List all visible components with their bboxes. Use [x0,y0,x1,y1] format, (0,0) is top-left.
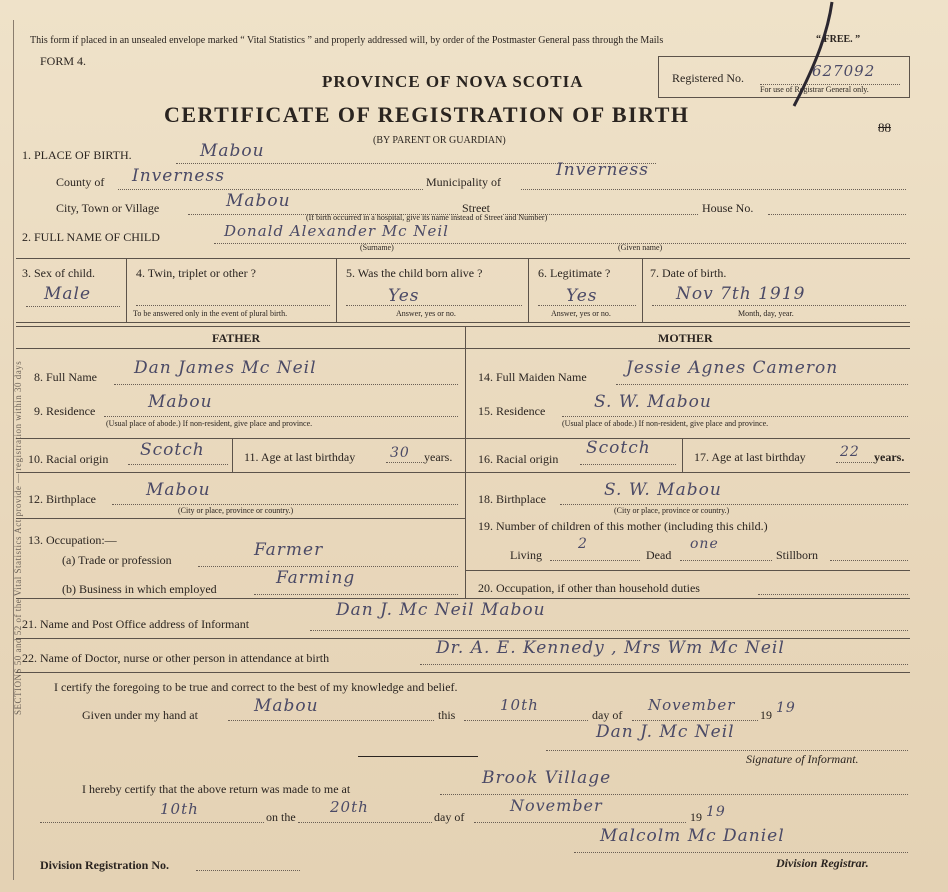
mother-birthplace-value: S. W. Mabou [604,480,722,500]
mother-name-value: Jessie Agnes Cameron [626,358,839,378]
registrar-day-value: 20th [330,798,369,816]
left-margin-line [13,20,14,880]
city-label: City, Town or Village [56,201,160,215]
city-value: Mabou [226,191,291,211]
registered-label: Registered No. [672,71,744,85]
mother-residence-value: S. W. Mabou [594,392,712,412]
father-residence-value: Mabou [148,392,213,412]
father-birthplace-value: Mabou [146,480,211,500]
mother-occupation-label: 20. Occupation, if other than household duties [478,581,700,595]
stillborn-label: Stillborn [776,548,819,562]
given-place-value: Mabou [254,696,319,716]
municipality-value: Inverness [556,160,649,180]
certify-month-value: November [648,696,736,714]
dead-value: one [690,536,719,552]
certify-year-value: 19 [776,700,796,716]
father-age-value: 30 [390,445,410,461]
trade-label: (a) Trade or profession [62,553,172,567]
separator-rule [358,756,478,757]
child-name-label: 2. FULL NAME OF CHILD [22,230,160,244]
form-number: FORM 4. [40,54,87,68]
legitimate-value: Yes [566,286,598,306]
mother-race-value: Scotch [586,438,651,458]
date-label: 7. Date of birth. [650,266,727,280]
informant-label: 21. Name and Post Office address of Informant [22,617,250,631]
given-name-note: (Given name) [618,243,663,252]
registrar-year-value: 19 [706,804,726,820]
registered-value: 627092 [812,62,876,80]
place-label: 1. PLACE OF BIRTH. [22,148,132,162]
living-value: 2 [578,536,588,552]
date-value: Nov 7th 1919 [676,284,806,304]
this-day-value: 10th [500,696,539,714]
father-name-label: 8. Full Name [34,370,97,384]
mother-age-label: 17. Age at last birthday [694,450,806,464]
dead-label: Dead [646,548,672,562]
father-occupation-label: 13. Occupation:— [28,533,117,547]
legitimate-note: Answer, yes or no. [551,309,611,318]
mother-birthplace-label: 18. Birthplace [478,492,546,506]
mother-years: years. [874,450,905,464]
county-label: County of [56,175,105,189]
father-name-value: Dan James Mc Neil [134,358,317,378]
registrar-month-value: November [510,796,603,815]
informant-signature-label: Signature of Informant. [746,752,859,766]
father-race-label: 10. Racial origin [28,452,109,466]
certificate-subtitle: (BY PARENT OR GUARDIAN) [373,135,506,146]
father-years: years. [424,450,453,464]
father-residence-label: 9. Residence [34,404,96,418]
given-hand-label: Given under my hand at [82,708,198,722]
margin-side-text: SECTIONS 50 and 52 of the Vital Statistics Act provide — registration within 30 days [13,360,23,715]
registrar-signature: Malcolm Mc Daniel [600,826,785,846]
children-count-label: 19. Number of children of this mother (including this child.) [478,519,768,533]
surname-note: (Surname) [360,243,394,252]
registrar-statement: I hereby certify that the above return was made to me at [82,782,351,796]
father-age-label: 11. Age at last birthday [244,450,356,464]
division-registrar-label: Division Registrar. [776,856,869,870]
registrar-year-prefix: 19 [690,810,702,824]
registrar-first-value: 10th [160,800,199,818]
on-the-label: on the [266,810,296,824]
day-of-label: day of [592,708,623,722]
twin-note: To be answered only in the event of plural birth. [133,309,288,318]
mother-race-label: 16. Racial origin [478,452,559,466]
business-label: (b) Business in which employed [62,582,217,596]
father-residence-note: (Usual place of abode.) If non-resident, give place and province. [106,419,313,428]
mother-heading: MOTHER [658,331,713,345]
municipality-label: Municipality of [426,175,501,189]
registrar-day-of-label: day of [434,810,465,824]
father-race-value: Scotch [140,440,205,460]
child-name-value: Donald Alexander Mc Neil [224,222,449,240]
certificate-title: CERTIFICATE OF REGISTRATION OF BIRTH [164,102,690,127]
living-label: Living [510,548,542,562]
free-mark: “ FREE. ” [816,34,861,45]
alive-note: Answer, yes or no. [396,309,456,318]
mother-residence-label: 15. Residence [478,404,546,418]
province-title: PROVINCE OF NOVA SCOTIA [322,72,584,91]
mother-age-value: 22 [840,444,860,460]
informant-signature: Dan J. Mc Neil [596,722,735,742]
certify-statement: I certify the foregoing to be true and correct to the best of my knowledge and belief. [54,680,458,694]
house-label: House No. [702,201,754,215]
father-birthplace-note: (City or place, province or country.) [178,506,294,515]
registrar-note: For use of Registrar General only. [760,85,869,94]
alive-label: 5. Was the child born alive ? [346,266,483,280]
mother-birthplace-note: (City or place, province or country.) [614,506,730,515]
this-label: this [438,708,456,722]
mother-name-label: 14. Full Maiden Name [478,370,587,384]
doctor-label: 22. Name of Doctor, nurse or other person in attendance at birth [22,651,330,665]
sex-value: Male [44,284,92,304]
mother-residence-note: (Usual place of abode.) If non-resident, give place and province. [562,419,769,428]
legitimate-label: 6. Legitimate ? [538,266,611,280]
registrar-place-value: Brook Village [482,768,612,788]
trade-value: Farmer [254,540,324,560]
sex-label: 3. Sex of child. [22,266,95,280]
corner-mark: 88 [878,120,891,135]
pen-stroke-mark [788,0,838,110]
certify-year-prefix: 19 [760,708,772,722]
business-value: Farming [276,568,356,588]
top-notice: This form if placed in an unsealed envelope marked “ Vital Statistics ” and properly addressed will, by order of the Postmaster General pass through the Mails [30,35,664,46]
street-label: Street [462,201,490,215]
doctor-value: Dr. A. E. Kennedy , Mrs Wm Mc Neil [436,638,785,658]
father-birthplace-label: 12. Birthplace [28,492,96,506]
twin-label: 4. Twin, triplet or other ? [136,266,256,280]
place-value: Mabou [200,141,265,161]
county-value: Inverness [132,166,225,186]
alive-value: Yes [388,286,420,306]
division-registration-label: Division Registration No. [40,858,169,872]
hospital-note: (If birth occurred in a hospital, give its name instead of Street and Number) [306,213,548,222]
date-note: Month, day, year. [738,309,794,318]
father-heading: FATHER [212,331,261,345]
informant-value: Dan J. Mc Neil Mabou [336,600,546,620]
